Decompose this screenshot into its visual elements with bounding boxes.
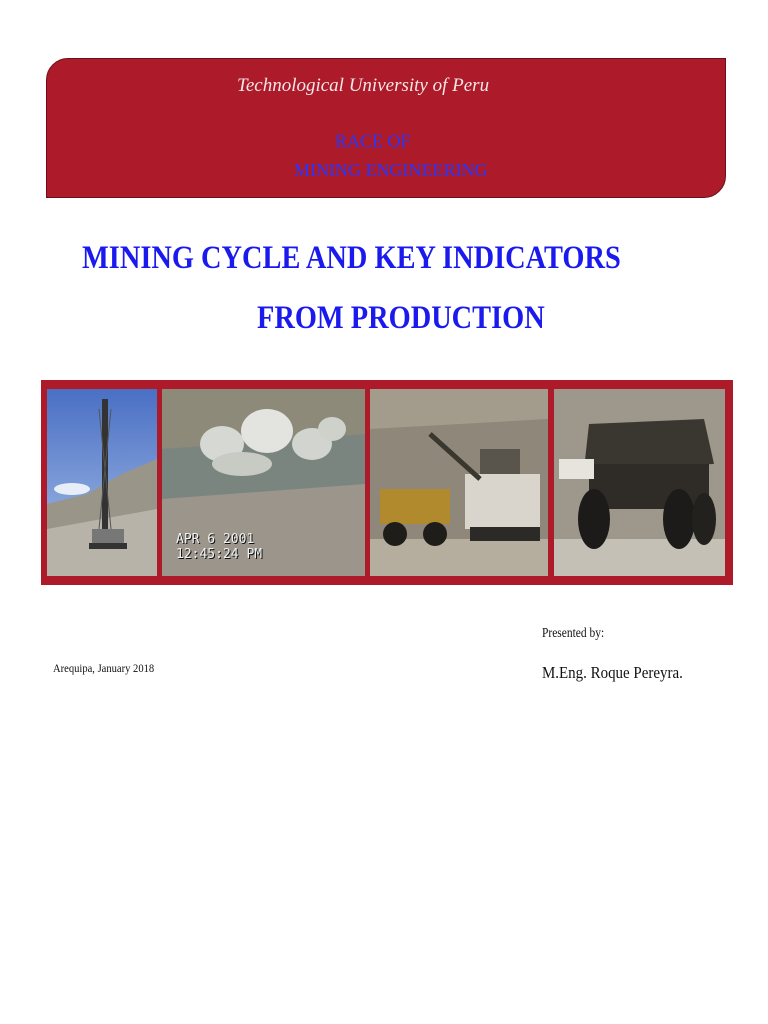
- timestamp-time: 12:45:24 PM: [176, 547, 263, 562]
- photo-timestamp: [176, 532, 262, 562]
- blast-photo: [162, 389, 365, 576]
- photo-strip: [41, 380, 733, 585]
- university-name: Technological University of Peru: [237, 75, 490, 96]
- header-banner: [46, 58, 726, 198]
- presented-by-label: Presented by:: [542, 626, 605, 641]
- author-name: M.Eng. Roque Pereyra.: [542, 663, 683, 682]
- timestamp-date: APR 6 2001: [176, 532, 255, 547]
- race-label: RACE OF: [335, 131, 411, 151]
- shovel-loading-photo: [370, 389, 548, 576]
- place-date: Arequipa, January 2018: [53, 661, 155, 675]
- drill-rig-photo: [47, 389, 157, 576]
- haul-truck-photo: [554, 389, 725, 576]
- document-title-line2: FROM PRODUCTION: [257, 300, 545, 336]
- document-title-line1: MINING CYCLE AND KEY INDICATORS: [82, 240, 621, 276]
- mining-engineering-label: MINING ENGINEERING: [294, 160, 488, 180]
